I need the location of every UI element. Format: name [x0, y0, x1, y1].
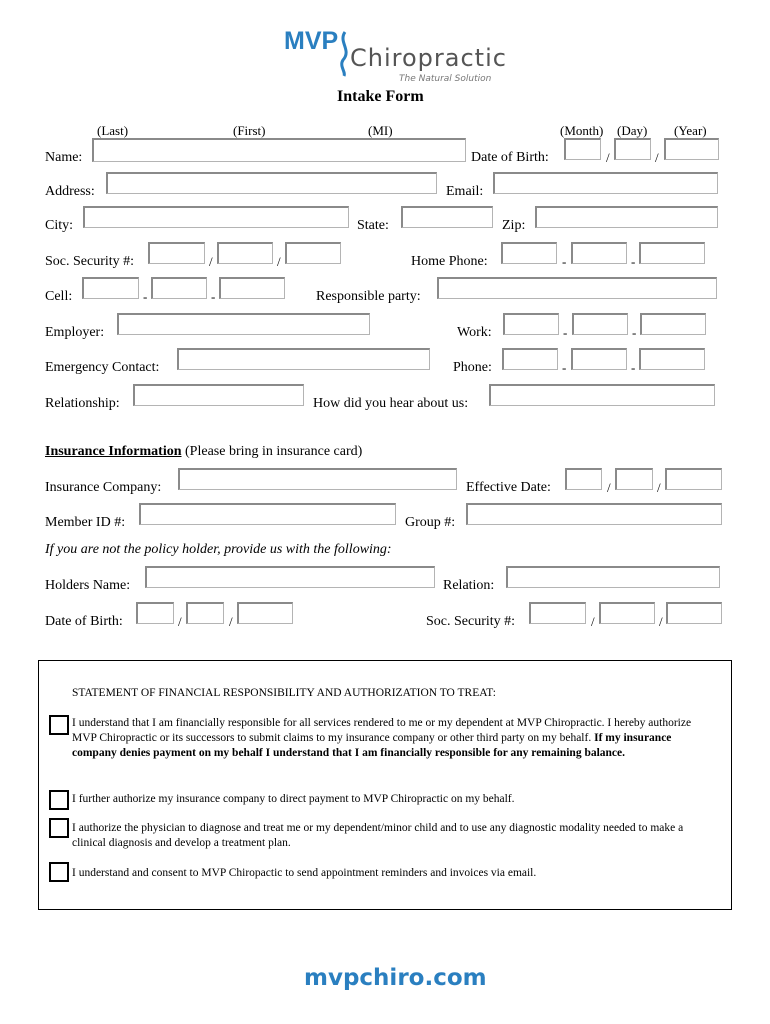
- statement-paragraph-2: I further authorize my insurance company to direct payment to MVP Chiropractic on my behalf.: [72, 793, 515, 805]
- zip-field[interactable]: [535, 206, 718, 228]
- home-phone-prefix-field[interactable]: [571, 242, 627, 264]
- effective-year-field[interactable]: [665, 468, 722, 490]
- effective-day-field[interactable]: [615, 468, 653, 490]
- slash: /: [209, 254, 213, 269]
- dob-month-field[interactable]: [564, 138, 601, 160]
- agree-payment-checkbox[interactable]: [49, 790, 69, 810]
- responsible-label: Responsible party:: [316, 289, 421, 304]
- member-id-label: Member ID #:: [45, 515, 126, 530]
- city-label: City:: [45, 218, 74, 233]
- hear-about-label: How did you hear about us:: [313, 396, 469, 411]
- zip-label: Zip:: [502, 218, 526, 233]
- holder-dob-month-field[interactable]: [136, 602, 174, 624]
- city-field[interactable]: [83, 206, 349, 228]
- dob-year-field[interactable]: [664, 138, 719, 160]
- slash: /: [591, 614, 595, 629]
- slash: /: [606, 150, 610, 165]
- group-label: Group #:: [405, 515, 456, 530]
- slash: /: [607, 480, 611, 495]
- relationship-label: Relationship:: [45, 396, 120, 411]
- relationship-field[interactable]: [133, 384, 304, 406]
- holder-ssn-part2-field[interactable]: [599, 602, 655, 624]
- logo-mvp-text: MVP: [284, 27, 339, 55]
- phone-label: Phone:: [453, 360, 492, 375]
- insurance-company-field[interactable]: [178, 468, 457, 490]
- dash: -: [631, 254, 636, 269]
- holders-name-field[interactable]: [145, 566, 435, 588]
- employer-label: Employer:: [45, 325, 105, 340]
- agree-email-checkbox[interactable]: [49, 862, 69, 882]
- slash: /: [657, 480, 661, 495]
- page-title: Intake Form: [337, 88, 424, 105]
- slash: /: [229, 614, 233, 629]
- ssn-part2-field[interactable]: [217, 242, 273, 264]
- home-phone-label: Home Phone:: [411, 254, 488, 269]
- emergency-phone-line-field[interactable]: [639, 348, 705, 370]
- work-phone-prefix-field[interactable]: [572, 313, 628, 335]
- slash: /: [655, 150, 659, 165]
- group-field[interactable]: [466, 503, 722, 525]
- policy-holder-note: If you are not the policy holder, provide us with the following:: [45, 542, 392, 557]
- statement-p1-text: I understand that I am financially responsible for all services rendered to me or my dependent at MVP Chiropractic. I hereby authorize MVP Chiropractic or its successors to submit claims to my insurance company or other third party on my behalf.: [72, 717, 692, 744]
- effective-month-field[interactable]: [565, 468, 602, 490]
- statement-paragraph-3: I authorize the physician to diagnose and treat me or my dependent/minor child and to use any diagnostic modality needed to make a clinical diagnosis and develop a treatment plan.: [72, 822, 684, 849]
- emergency-phone-prefix-field[interactable]: [571, 348, 627, 370]
- dash: -: [632, 325, 637, 340]
- col-month-header: (Month): [560, 123, 604, 138]
- dash: -: [563, 325, 568, 340]
- cell-line-field[interactable]: [219, 277, 285, 299]
- agree-treatment-checkbox[interactable]: [49, 818, 69, 838]
- relation-label: Relation:: [443, 578, 495, 593]
- email-field[interactable]: [493, 172, 718, 194]
- ssn-part1-field[interactable]: [148, 242, 205, 264]
- state-label: State:: [357, 218, 389, 233]
- home-phone-line-field[interactable]: [639, 242, 705, 264]
- home-phone-area-field[interactable]: [501, 242, 557, 264]
- relation-field[interactable]: [506, 566, 720, 588]
- statement-p1-bold: If my insurance company denies payment on my behalf I understand that I am financially responsible for any remaining balance.: [72, 732, 672, 759]
- state-field[interactable]: [401, 206, 493, 228]
- col-day-header: (Day): [617, 123, 648, 138]
- email-label: Email:: [446, 184, 484, 199]
- work-label: Work:: [457, 325, 492, 340]
- work-phone-area-field[interactable]: [503, 313, 559, 335]
- hear-about-field[interactable]: [489, 384, 715, 406]
- footer-url: mvpchiro.com: [304, 965, 487, 991]
- holders-name-label: Holders Name:: [45, 578, 131, 593]
- dash: -: [143, 289, 148, 304]
- col-year-header: (Year): [674, 123, 707, 138]
- name-field[interactable]: [92, 138, 466, 162]
- statement-paragraph-1: [72, 716, 717, 761]
- slash: /: [277, 254, 281, 269]
- insurance-note: (Please bring in insurance card): [181, 444, 363, 459]
- col-last-header: (Last): [97, 123, 129, 138]
- holder-ssn-label: Soc. Security #:: [426, 614, 516, 629]
- cell-area-field[interactable]: [82, 277, 139, 299]
- dash: -: [562, 360, 567, 375]
- member-id-field[interactable]: [139, 503, 396, 525]
- insurance-heading: Insurance Information: [45, 444, 182, 459]
- slash: /: [178, 614, 182, 629]
- dash: -: [562, 254, 567, 269]
- logo-tagline: The Natural Solution: [399, 74, 492, 84]
- effective-date-label: Effective Date:: [466, 480, 551, 495]
- address-label: Address:: [45, 184, 95, 199]
- dash: -: [211, 289, 216, 304]
- dob-day-field[interactable]: [614, 138, 651, 160]
- statement-paragraph-4: I understand and consent to MVP Chiropactic to send appointment reminders and invoices via email.: [72, 867, 537, 879]
- holder-dob-day-field[interactable]: [186, 602, 224, 624]
- logo-chiropractic-text: Chiropractic: [350, 44, 507, 72]
- employer-field[interactable]: [117, 313, 370, 335]
- emergency-label: Emergency Contact:: [45, 360, 160, 375]
- responsible-field[interactable]: [437, 277, 717, 299]
- cell-prefix-field[interactable]: [151, 277, 207, 299]
- holder-dob-year-field[interactable]: [237, 602, 293, 624]
- holder-ssn-part1-field[interactable]: [529, 602, 586, 624]
- holder-dob-label: Date of Birth:: [45, 614, 123, 629]
- ssn-part3-field[interactable]: [285, 242, 341, 264]
- cell-label: Cell:: [45, 289, 73, 304]
- statement-heading: STATEMENT OF FINANCIAL RESPONSIBILITY AND AUTHORIZATION TO TREAT:: [72, 687, 496, 699]
- ssn-label: Soc. Security #:: [45, 254, 135, 269]
- work-phone-line-field[interactable]: [640, 313, 706, 335]
- dash: -: [631, 360, 636, 375]
- insurance-heading-line: [45, 444, 362, 460]
- agree-financial-checkbox[interactable]: [49, 715, 69, 735]
- col-first-header: (First): [233, 123, 266, 138]
- holder-ssn-part3-field[interactable]: [666, 602, 722, 624]
- name-label: Name:: [45, 150, 83, 165]
- emergency-phone-area-field[interactable]: [502, 348, 558, 370]
- slash: /: [659, 614, 663, 629]
- address-field[interactable]: [106, 172, 437, 194]
- col-mi-header: (MI): [368, 123, 393, 138]
- dob-label: Date of Birth:: [471, 150, 549, 165]
- insurance-company-label: Insurance Company:: [45, 480, 162, 495]
- emergency-field[interactable]: [177, 348, 430, 370]
